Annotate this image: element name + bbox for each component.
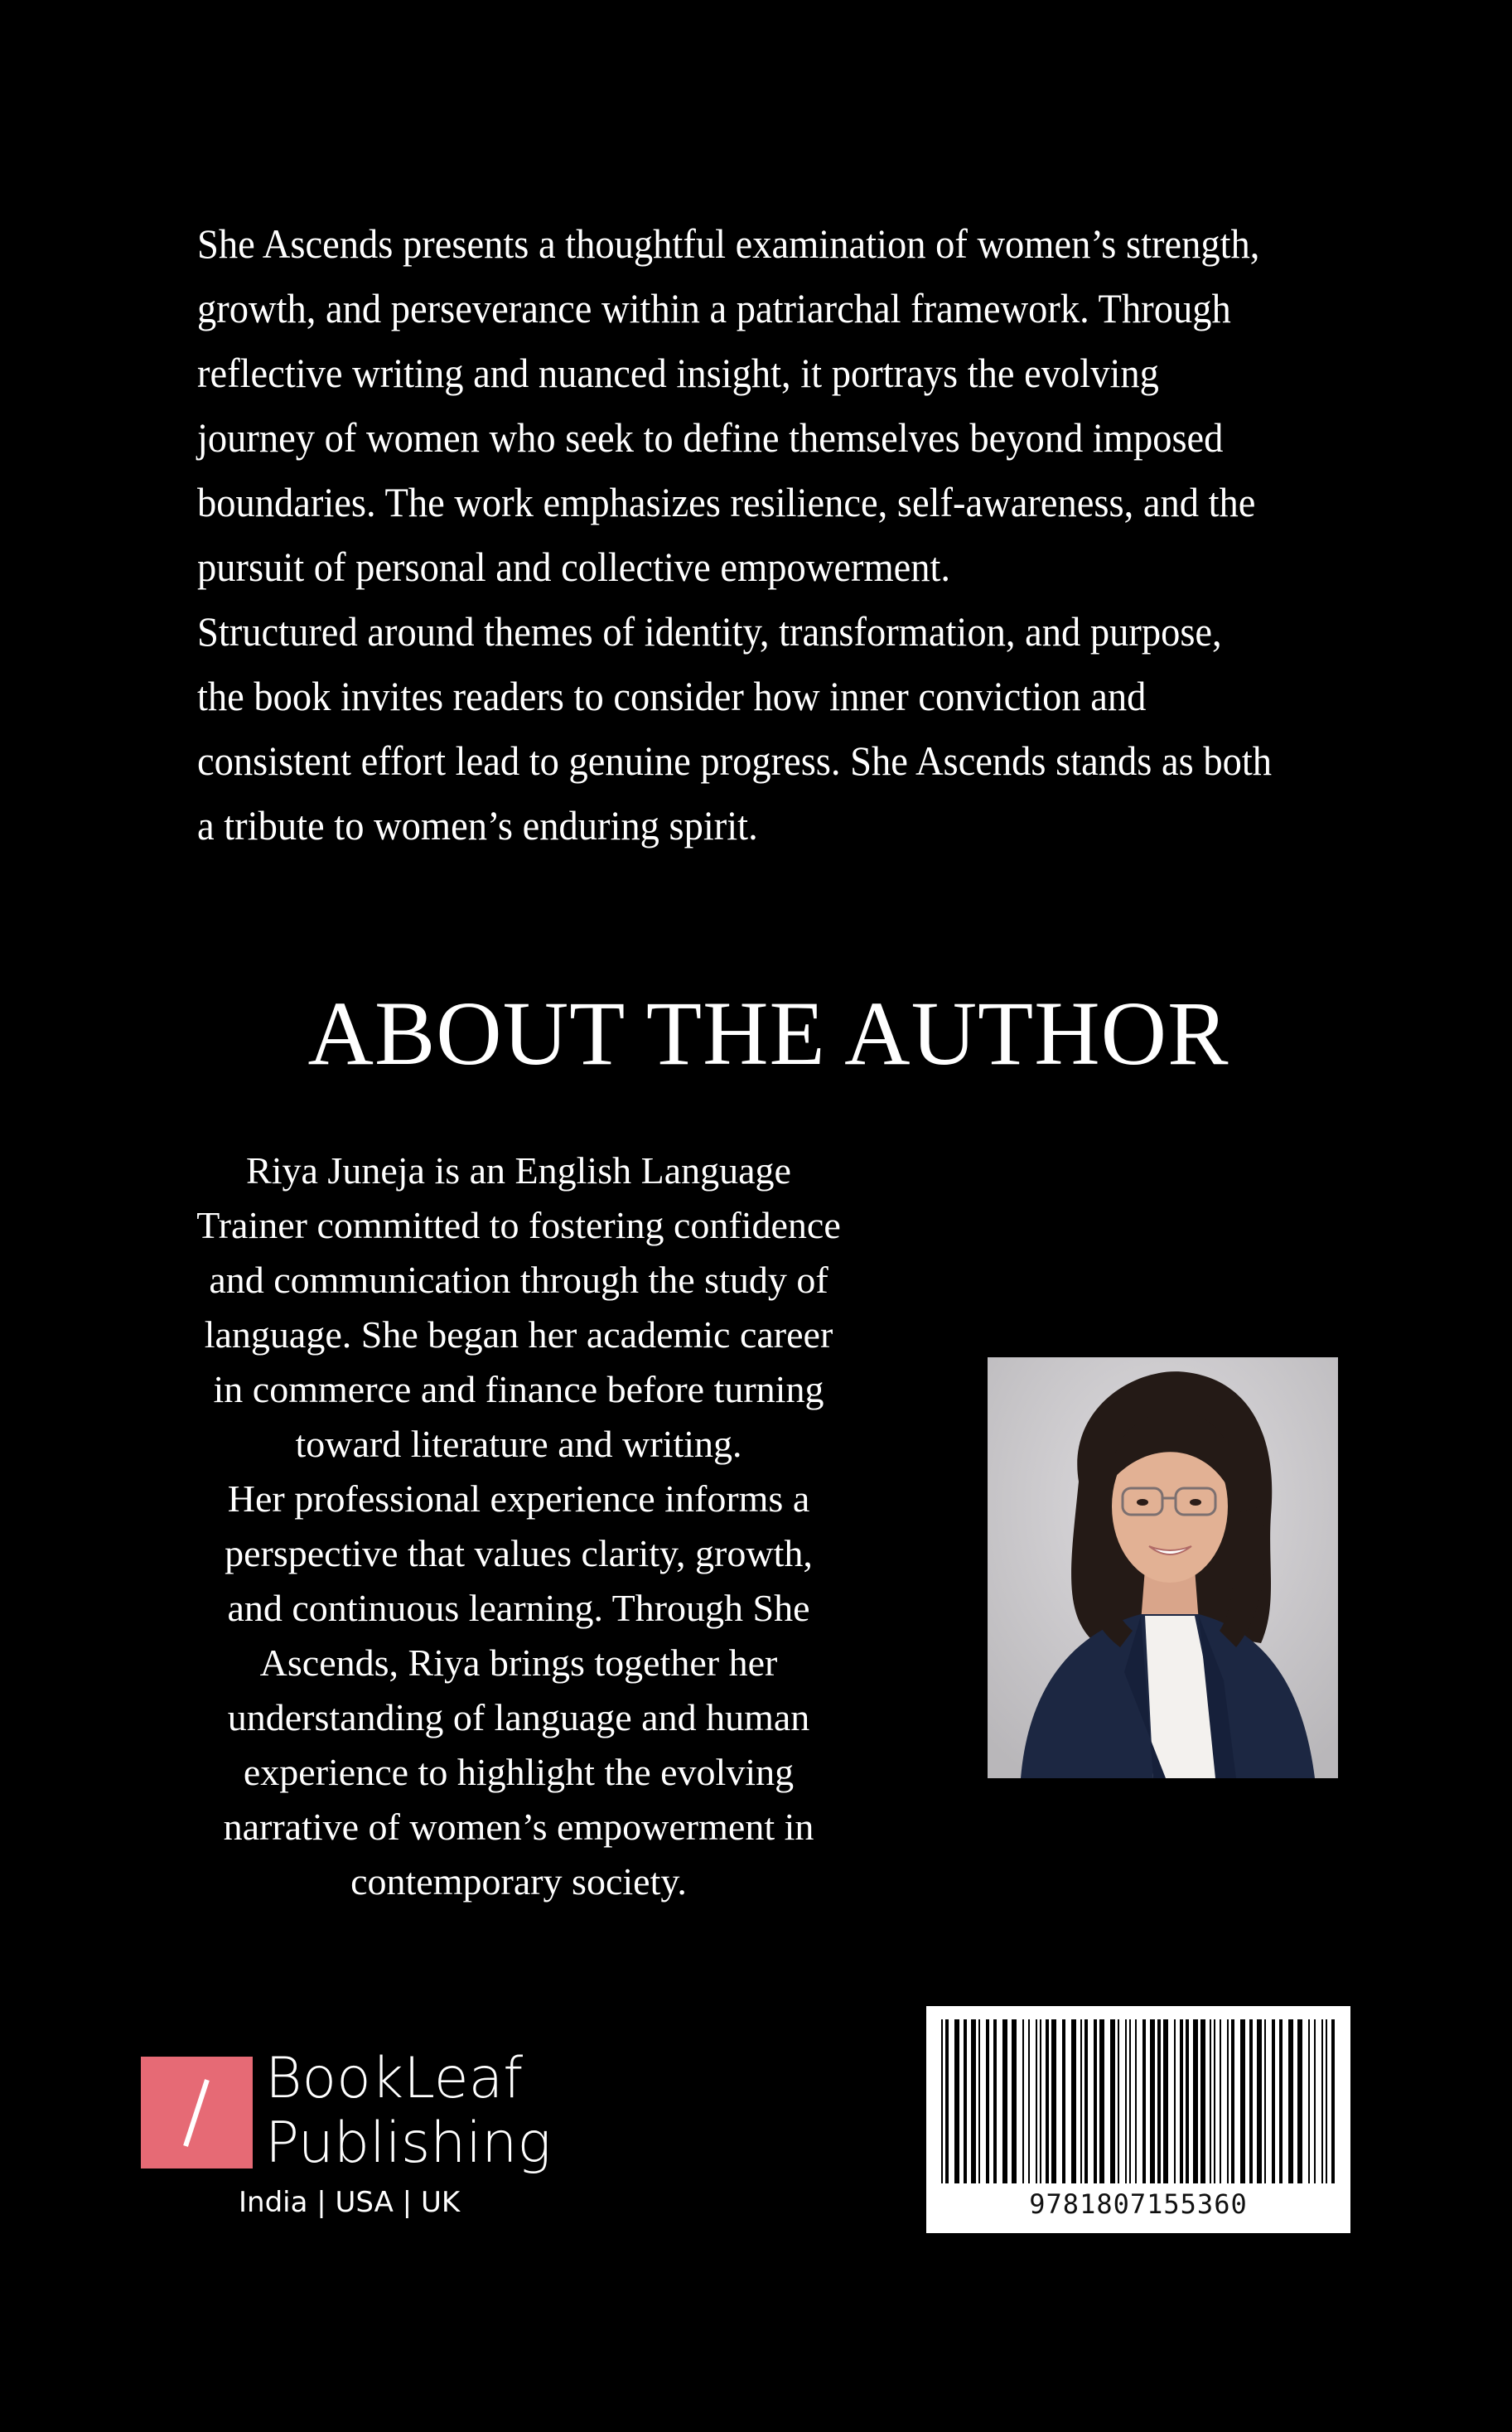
barcode-bar <box>1071 2019 1076 2183</box>
barcode-bar <box>978 2019 980 2183</box>
author-bio <box>162 1143 875 1909</box>
barcode-bar <box>964 2019 967 2183</box>
barcode-bar <box>1214 2019 1215 2183</box>
barcode-bar <box>993 2019 997 2183</box>
barcode-bar <box>1094 2019 1097 2183</box>
barcode-bar <box>1210 2019 1211 2183</box>
barcode-bar <box>1174 2019 1176 2183</box>
barcode-bar <box>1249 2019 1253 2183</box>
publisher-regions: India | USA | UK <box>239 2186 461 2219</box>
bio-line: Ascends, Riya brings together her <box>259 1641 778 1684</box>
barcode-bar <box>1227 2019 1229 2183</box>
bio-line: and continuous learning. Through She <box>227 1587 810 1629</box>
barcode-bar <box>1264 2019 1266 2183</box>
barcode-bar <box>1279 2019 1283 2183</box>
publisher-name <box>265 2047 551 2176</box>
bio-line: experience to highlight the evolving <box>243 1751 795 1793</box>
bio-line: language. She began her academic career <box>204 1313 833 1356</box>
barcode-bar <box>1036 2019 1037 2183</box>
barcode-bar <box>1272 2019 1275 2183</box>
bio-line: in commerce and finance before turning <box>213 1368 824 1410</box>
barcode-bar <box>1150 2019 1155 2183</box>
barcode-bar <box>1331 2019 1335 2183</box>
bio-line: and communication through the study of <box>209 1259 828 1301</box>
barcode-bar <box>1297 2019 1302 2183</box>
barcode-bar <box>1051 2019 1056 2183</box>
barcode-bar <box>1163 2019 1168 2183</box>
barcode-bar <box>1135 2019 1137 2183</box>
publisher-name-line-1: BookLeaf <box>265 2046 524 2111</box>
barcode-bar <box>1321 2019 1323 2183</box>
bio-line: contemporary society. <box>350 1860 687 1903</box>
publisher-logo <box>141 2047 605 2237</box>
barcode-bar <box>971 2019 976 2183</box>
barcode-bar <box>1040 2019 1041 2183</box>
barcode-bar <box>1125 2019 1127 2183</box>
description-paragraph-2: Structured around themes of identity, transformation, and purpose, the book invites readers to consider how inner conviction and consistent effort lead to genuine progress. She Ascends stands as both a tribute to women’s enduring spirit. <box>197 608 1273 849</box>
barcode-bar <box>941 2019 943 2183</box>
barcode-bar <box>1129 2019 1131 2183</box>
barcode-bar <box>986 2019 989 2183</box>
barcode-bar <box>1046 2019 1049 2183</box>
barcode-bar <box>1186 2019 1189 2183</box>
barcode <box>926 2006 1350 2233</box>
bio-line: narrative of women’s empowerment in <box>223 1806 814 1848</box>
barcode-bar <box>1084 2019 1088 2183</box>
barcode-bar <box>1193 2019 1198 2183</box>
barcode-bar <box>1220 2019 1221 2183</box>
barcode-bar <box>1110 2019 1115 2183</box>
barcode-bar <box>1028 2019 1030 2183</box>
barcode-bar <box>1200 2019 1205 2183</box>
about-author-heading: ABOUT THE AUTHOR <box>307 983 1229 1084</box>
bio-line: Trainer committed to fostering confidence <box>196 1204 841 1246</box>
barcode-bar <box>1062 2019 1065 2183</box>
author-photo <box>988 1357 1338 1778</box>
barcode-bar <box>1308 2019 1310 2183</box>
barcode-bar <box>1326 2019 1327 2183</box>
barcode-bar <box>1314 2019 1316 2183</box>
barcode-bar <box>1157 2019 1161 2183</box>
publisher-name-line-2: Publishing <box>265 2110 552 2176</box>
barcode-bar <box>1180 2019 1183 2183</box>
bio-line: Her professional experience informs a <box>227 1477 810 1520</box>
book-description <box>197 211 1276 858</box>
slash-icon <box>183 2079 210 2147</box>
publisher-mark-icon <box>141 2057 253 2168</box>
barcode-bar <box>1012 2019 1017 2183</box>
barcode-bar <box>1099 2019 1104 2183</box>
barcode-bar <box>1002 2019 1007 2183</box>
isbn-number: 9781807155360 <box>1029 2188 1248 2220</box>
barcode-bar <box>1022 2019 1024 2183</box>
bio-line: understanding of language and human <box>227 1696 810 1738</box>
barcode-bar <box>1240 2019 1245 2183</box>
bio-line: perspective that values clarity, growth, <box>225 1532 813 1574</box>
barcode-bar <box>1231 2019 1234 2183</box>
barcode-bar <box>1257 2019 1262 2183</box>
barcode-bar <box>1142 2019 1146 2183</box>
barcode-bar <box>945 2019 949 2183</box>
barcode-bar <box>1080 2019 1082 2183</box>
bio-line: toward literature and writing. <box>295 1423 742 1465</box>
bio-line: Riya Juneja is an English Language <box>246 1149 791 1192</box>
description-paragraph-1: She Ascends presents a thoughtful examination of women’s strength, growth, and perseverance within a patriarchal framework. Through reflective writing and nuanced insight, it portrays the evolving journey of women who seek to define themselves beyond imposed boundaries. The work emphasizes resilience, self-awareness, and the pursuit of personal and collective empowerment. <box>197 220 1260 590</box>
barcode-bar <box>1118 2019 1119 2183</box>
author-portrait-image <box>988 1357 1338 1778</box>
barcode-bar <box>1288 2019 1293 2183</box>
barcode-bar <box>954 2019 959 2183</box>
